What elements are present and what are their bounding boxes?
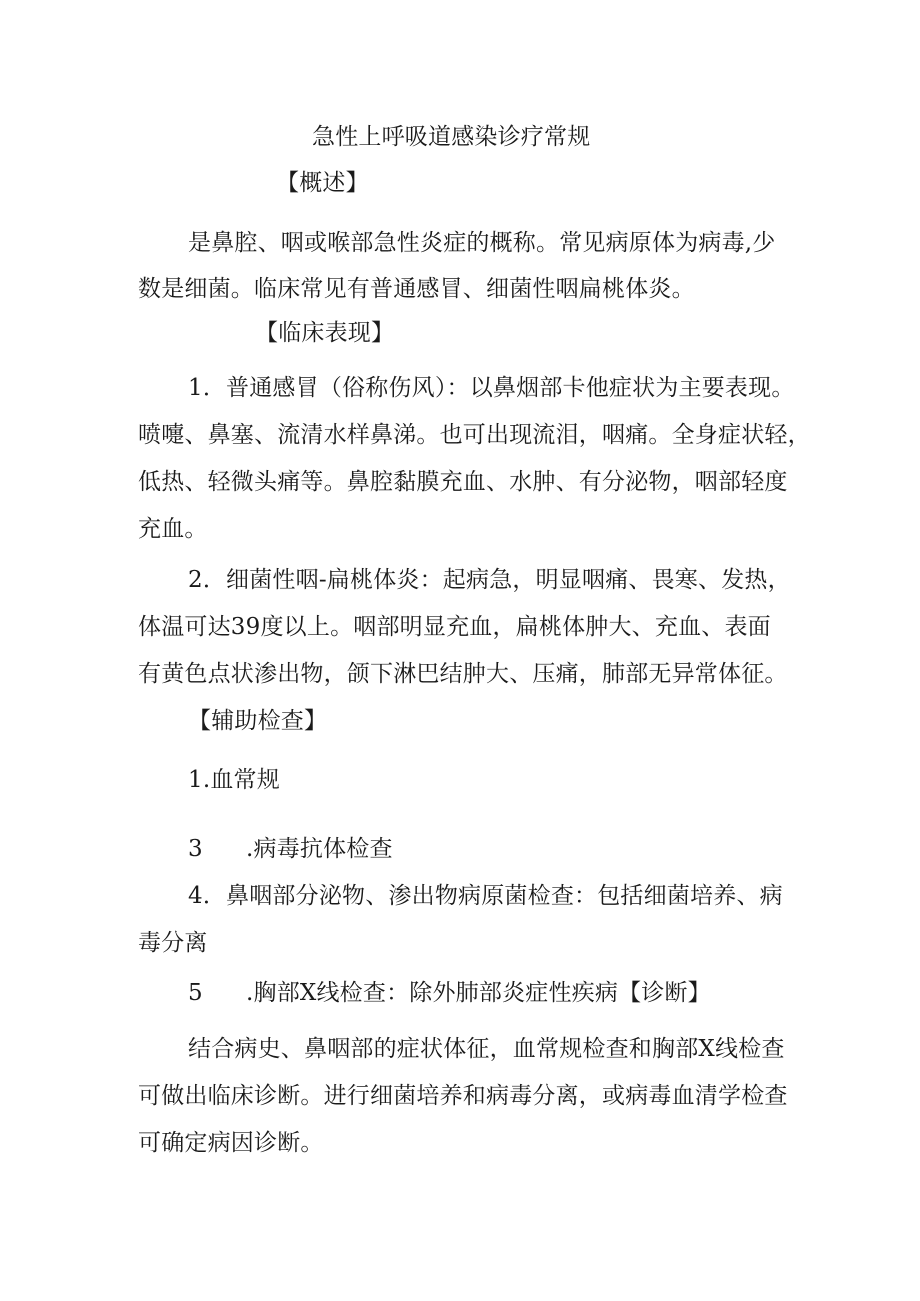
clinical-item1-line-3: 低热、轻微头痛等。鼻腔黏膜充血、水肿、有分泌物，咽部轻度 bbox=[138, 469, 788, 495]
clinical-item1-line-4: 充血。 bbox=[138, 516, 208, 542]
clinical-item2-line-2: 体温可达39度以上。咽部明显充血，扁桃体肿大、充血、表面 bbox=[138, 614, 771, 640]
overview-line-2: 数是细菌。临床常见有普通感冒、细菌性咽扁桃体炎。 bbox=[138, 276, 695, 302]
aux-item-5-number: 5 bbox=[188, 980, 203, 1006]
diagnosis-line-1: 结合病史、鼻咽部的症状体征，血常规检查和胸部X线检查 bbox=[188, 1036, 785, 1062]
aux-item-1: 1.血常规 bbox=[188, 767, 280, 793]
overview-line-1: 是鼻腔、咽或喉部急性炎症的概称。常见病原体为病毒,少 bbox=[188, 230, 776, 256]
heading-auxiliary: 【辅助检查】 bbox=[188, 708, 328, 734]
heading-overview: 【概述】 bbox=[276, 170, 369, 196]
diagnosis-line-2: 可做出临床诊断。进行细菌培养和病毒分离，或病毒血清学检查 bbox=[138, 1083, 788, 1109]
aux-item-3-number: 3 bbox=[188, 836, 203, 862]
diagnosis-line-3: 可确定病因诊断。 bbox=[138, 1130, 324, 1156]
aux-item-5-text: .胸部X线检查：除外肺部炎症性疾病【诊断】 bbox=[246, 980, 711, 1006]
clinical-item1-line-2: 喷嚏、鼻塞、流清水样鼻涕。也可出现流泪，咽痛。全身症状轻， bbox=[138, 422, 811, 448]
clinical-item1-line-1: 1．普通感冒（俗称伤风）：以鼻烟部卡他症状为主要表现。 bbox=[188, 375, 795, 401]
heading-clinical: 【临床表现】 bbox=[255, 320, 395, 346]
document-title: 急性上呼吸道感染诊疗常规 bbox=[312, 124, 591, 150]
clinical-item2-line-1: 2．细菌性咽-扁桃体炎：起病急，明显咽痛、畏寒、发热， bbox=[188, 567, 791, 593]
aux-item4-line-2: 毒分离 bbox=[138, 930, 208, 956]
aux-item4-line-1: 4．鼻咽部分泌物、渗出物病原菌检查：包括细菌培养、病 bbox=[188, 883, 783, 909]
clinical-item2-line-3: 有黄色点状渗出物，颌下淋巴结肿大、压痛，肺部无异常体征。 bbox=[138, 661, 788, 687]
aux-item-3-text: .病毒抗体检查 bbox=[246, 836, 393, 862]
